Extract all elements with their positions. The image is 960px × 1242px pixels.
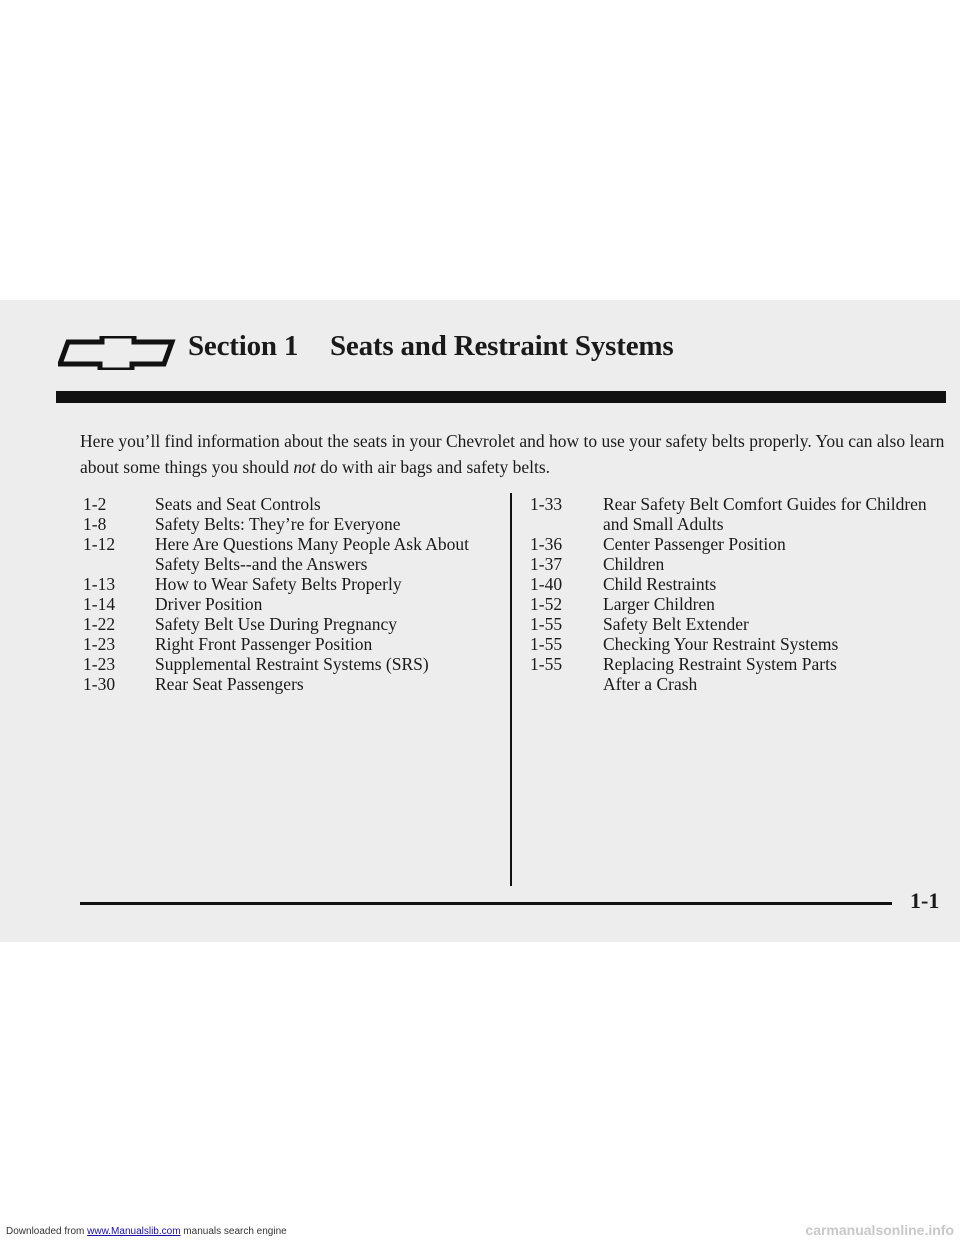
manual-page xyxy=(0,300,960,942)
toc-page: 1-13 xyxy=(83,574,116,594)
toc-entry[interactable] xyxy=(530,614,950,634)
contents-list-right xyxy=(530,494,950,694)
toc-entry[interactable] xyxy=(83,534,503,554)
toc-title: Children xyxy=(603,554,665,574)
toc-title: Right Front Passenger Position xyxy=(155,634,373,654)
toc-page: 1-33 xyxy=(530,494,563,514)
toc-page: 1-55 xyxy=(530,654,563,674)
contents-list-left xyxy=(83,494,503,694)
toc-entry[interactable] xyxy=(530,574,950,594)
toc-entry[interactable] xyxy=(530,494,950,514)
section-title: Seats and Restraint Systems xyxy=(330,330,674,362)
section-heading xyxy=(188,330,673,363)
toc-entry[interactable] xyxy=(83,634,503,654)
toc-page: 1-37 xyxy=(530,554,563,574)
toc-entry[interactable] xyxy=(530,594,950,614)
toc-title: Rear Safety Belt Comfort Guides for Children xyxy=(603,494,927,514)
toc-page: 1-2 xyxy=(83,494,107,514)
toc-title: Safety Belts--and the Answers xyxy=(155,554,368,574)
chevrolet-bowtie-icon xyxy=(58,336,176,370)
toc-title: Replacing Restraint System Parts xyxy=(603,654,837,674)
toc-title: Center Passenger Position xyxy=(603,534,786,554)
toc-page xyxy=(530,674,603,694)
toc-title: Rear Seat Passengers xyxy=(155,674,304,694)
toc-title: Checking Your Restraint Systems xyxy=(603,634,839,654)
footer-rule xyxy=(80,902,892,905)
toc-title: Safety Belt Extender xyxy=(603,614,749,634)
download-footer xyxy=(6,1226,287,1237)
toc-entry-continued xyxy=(530,674,950,694)
toc-title: Supplemental Restraint Systems (SRS) xyxy=(155,654,429,674)
toc-page xyxy=(83,554,155,574)
intro-text: Here you’ll find information about the seats in your Chevrolet and how to use your safety belts properly. You can also learn about some things you should xyxy=(80,431,945,477)
column-divider xyxy=(510,493,512,886)
toc-entry-continued xyxy=(530,514,950,534)
toc-page: 1-55 xyxy=(530,614,563,634)
toc-entry[interactable] xyxy=(530,654,950,674)
intro-emphasis: not xyxy=(293,457,316,477)
header-rule xyxy=(56,391,946,403)
toc-page: 1-52 xyxy=(530,594,563,614)
toc-entry[interactable] xyxy=(530,554,950,574)
toc-entry[interactable] xyxy=(83,574,503,594)
toc-entry[interactable] xyxy=(530,634,950,654)
toc-title: Here Are Questions Many People Ask About xyxy=(155,534,469,554)
toc-page: 1-36 xyxy=(530,534,563,554)
toc-page: 1-14 xyxy=(83,594,116,614)
toc-title: Driver Position xyxy=(155,594,263,614)
footer-prefix: Downloaded from xyxy=(6,1226,88,1237)
toc-entry[interactable] xyxy=(83,494,503,514)
toc-page: 1-55 xyxy=(530,634,563,654)
page-number: 1-1 xyxy=(910,888,940,913)
toc-title: Child Restraints xyxy=(603,574,717,594)
toc-entry[interactable] xyxy=(530,534,950,554)
toc-title: After a Crash xyxy=(603,674,698,694)
section-label: Section 1 xyxy=(188,330,299,362)
toc-entry[interactable] xyxy=(83,674,503,694)
toc-title: Larger Children xyxy=(603,594,715,614)
footer-suffix: manuals search engine xyxy=(180,1226,287,1237)
toc-title: Safety Belts: They’re for Everyone xyxy=(155,514,401,534)
toc-page: 1-8 xyxy=(83,514,107,534)
toc-entry-continued xyxy=(83,554,503,574)
toc-page: 1-30 xyxy=(83,674,116,694)
toc-title: How to Wear Safety Belts Properly xyxy=(155,574,402,594)
watermark: carmanualsonline.info xyxy=(805,1222,954,1238)
toc-entry[interactable] xyxy=(83,614,503,634)
toc-entry[interactable] xyxy=(83,514,503,534)
toc-title: Safety Belt Use During Pregnancy xyxy=(155,614,398,634)
toc-page: 1-23 xyxy=(83,634,116,654)
toc-page: 1-22 xyxy=(83,614,116,634)
toc-title: Seats and Seat Controls xyxy=(155,494,321,514)
toc-entry[interactable] xyxy=(83,654,503,674)
intro-paragraph xyxy=(80,428,950,480)
manualslib-link[interactable]: www.Manualslib.com xyxy=(87,1226,181,1237)
toc-page: 1-12 xyxy=(83,534,116,554)
toc-entry[interactable] xyxy=(83,594,503,614)
toc-page xyxy=(530,514,603,534)
toc-title: and Small Adults xyxy=(603,514,724,534)
intro-text-end: do with air bags and safety belts. xyxy=(315,457,551,477)
toc-page: 1-23 xyxy=(83,654,116,674)
toc-page: 1-40 xyxy=(530,574,563,594)
